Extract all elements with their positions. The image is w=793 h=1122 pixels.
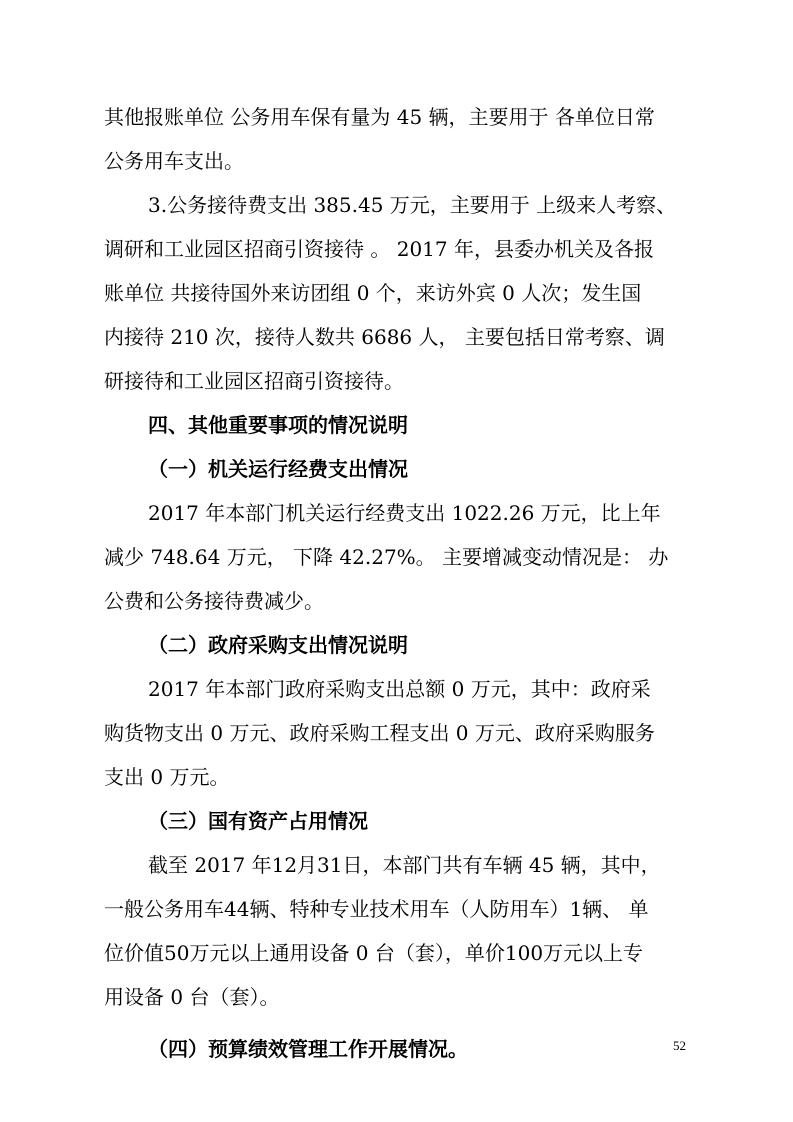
body-line: 公费和公务接待费减少。 [104,589,324,613]
body-line: 内接待 210 次，接待人数共 6686 人， 主要包括日常考察、调 [104,325,665,349]
body-line: 截至 2017 年12月31日，本部门共有车辆 45 辆，其中， [148,853,661,877]
subsection-heading: （二）政府采购支出情况说明 [148,633,408,657]
body-line: 购货物支出 0 万元、政府采购工程支出 0 万元、政府采购服务 [104,721,655,745]
body-line: 2017 年本部门机关运行经费支出 1022.26 万元，比上年 [148,501,661,525]
document-body [104,95,700,1071]
body-line: 调研和工业园区招商引资接待 。 2017 年，县委办机关及各报 [104,237,654,261]
body-line: 位价值50万元以上通用设备 0 台（套），单价100万元以上专 [104,941,644,965]
body-line: 公务用车支出。 [104,149,244,173]
page-number: 52 [673,1038,686,1053]
subsection-heading: （一）机关运行经费支出情况 [148,457,408,481]
body-line: 支出 0 万元。 [104,765,230,789]
body-line: 一般公务用车44辆、特种专业技术用车（人防用车）1辆、 单 [104,897,649,921]
body-line: 减少 748.64 万元， 下降 42.27%。 主要增减变动情况是： 办 [104,545,669,569]
body-line: 3.公务接待费支出 385.45 万元，主要用于 上级来人考察、 [148,193,677,217]
body-line: 研接待和工业园区招商引资接待。 [104,369,404,393]
subsection-heading: （三）国有资产占用情况 [148,809,368,833]
section-heading: 四、其他重要事项的情况说明 [148,413,408,437]
body-line: 用设备 0 台（套）。 [104,985,280,1009]
body-line: 账单位 共接待国外来访团组 0 个，来访外宾 0 人次；发生国 [104,281,642,305]
subsection-heading: （四）预算绩效管理工作开展情况。 [148,1037,468,1061]
body-line: 2017 年本部门政府采购支出总额 0 万元，其中：政府采 [148,677,651,701]
body-line: 其他报账单位 公务用车保有量为 45 辆，主要用于 各单位日常 [104,105,655,129]
